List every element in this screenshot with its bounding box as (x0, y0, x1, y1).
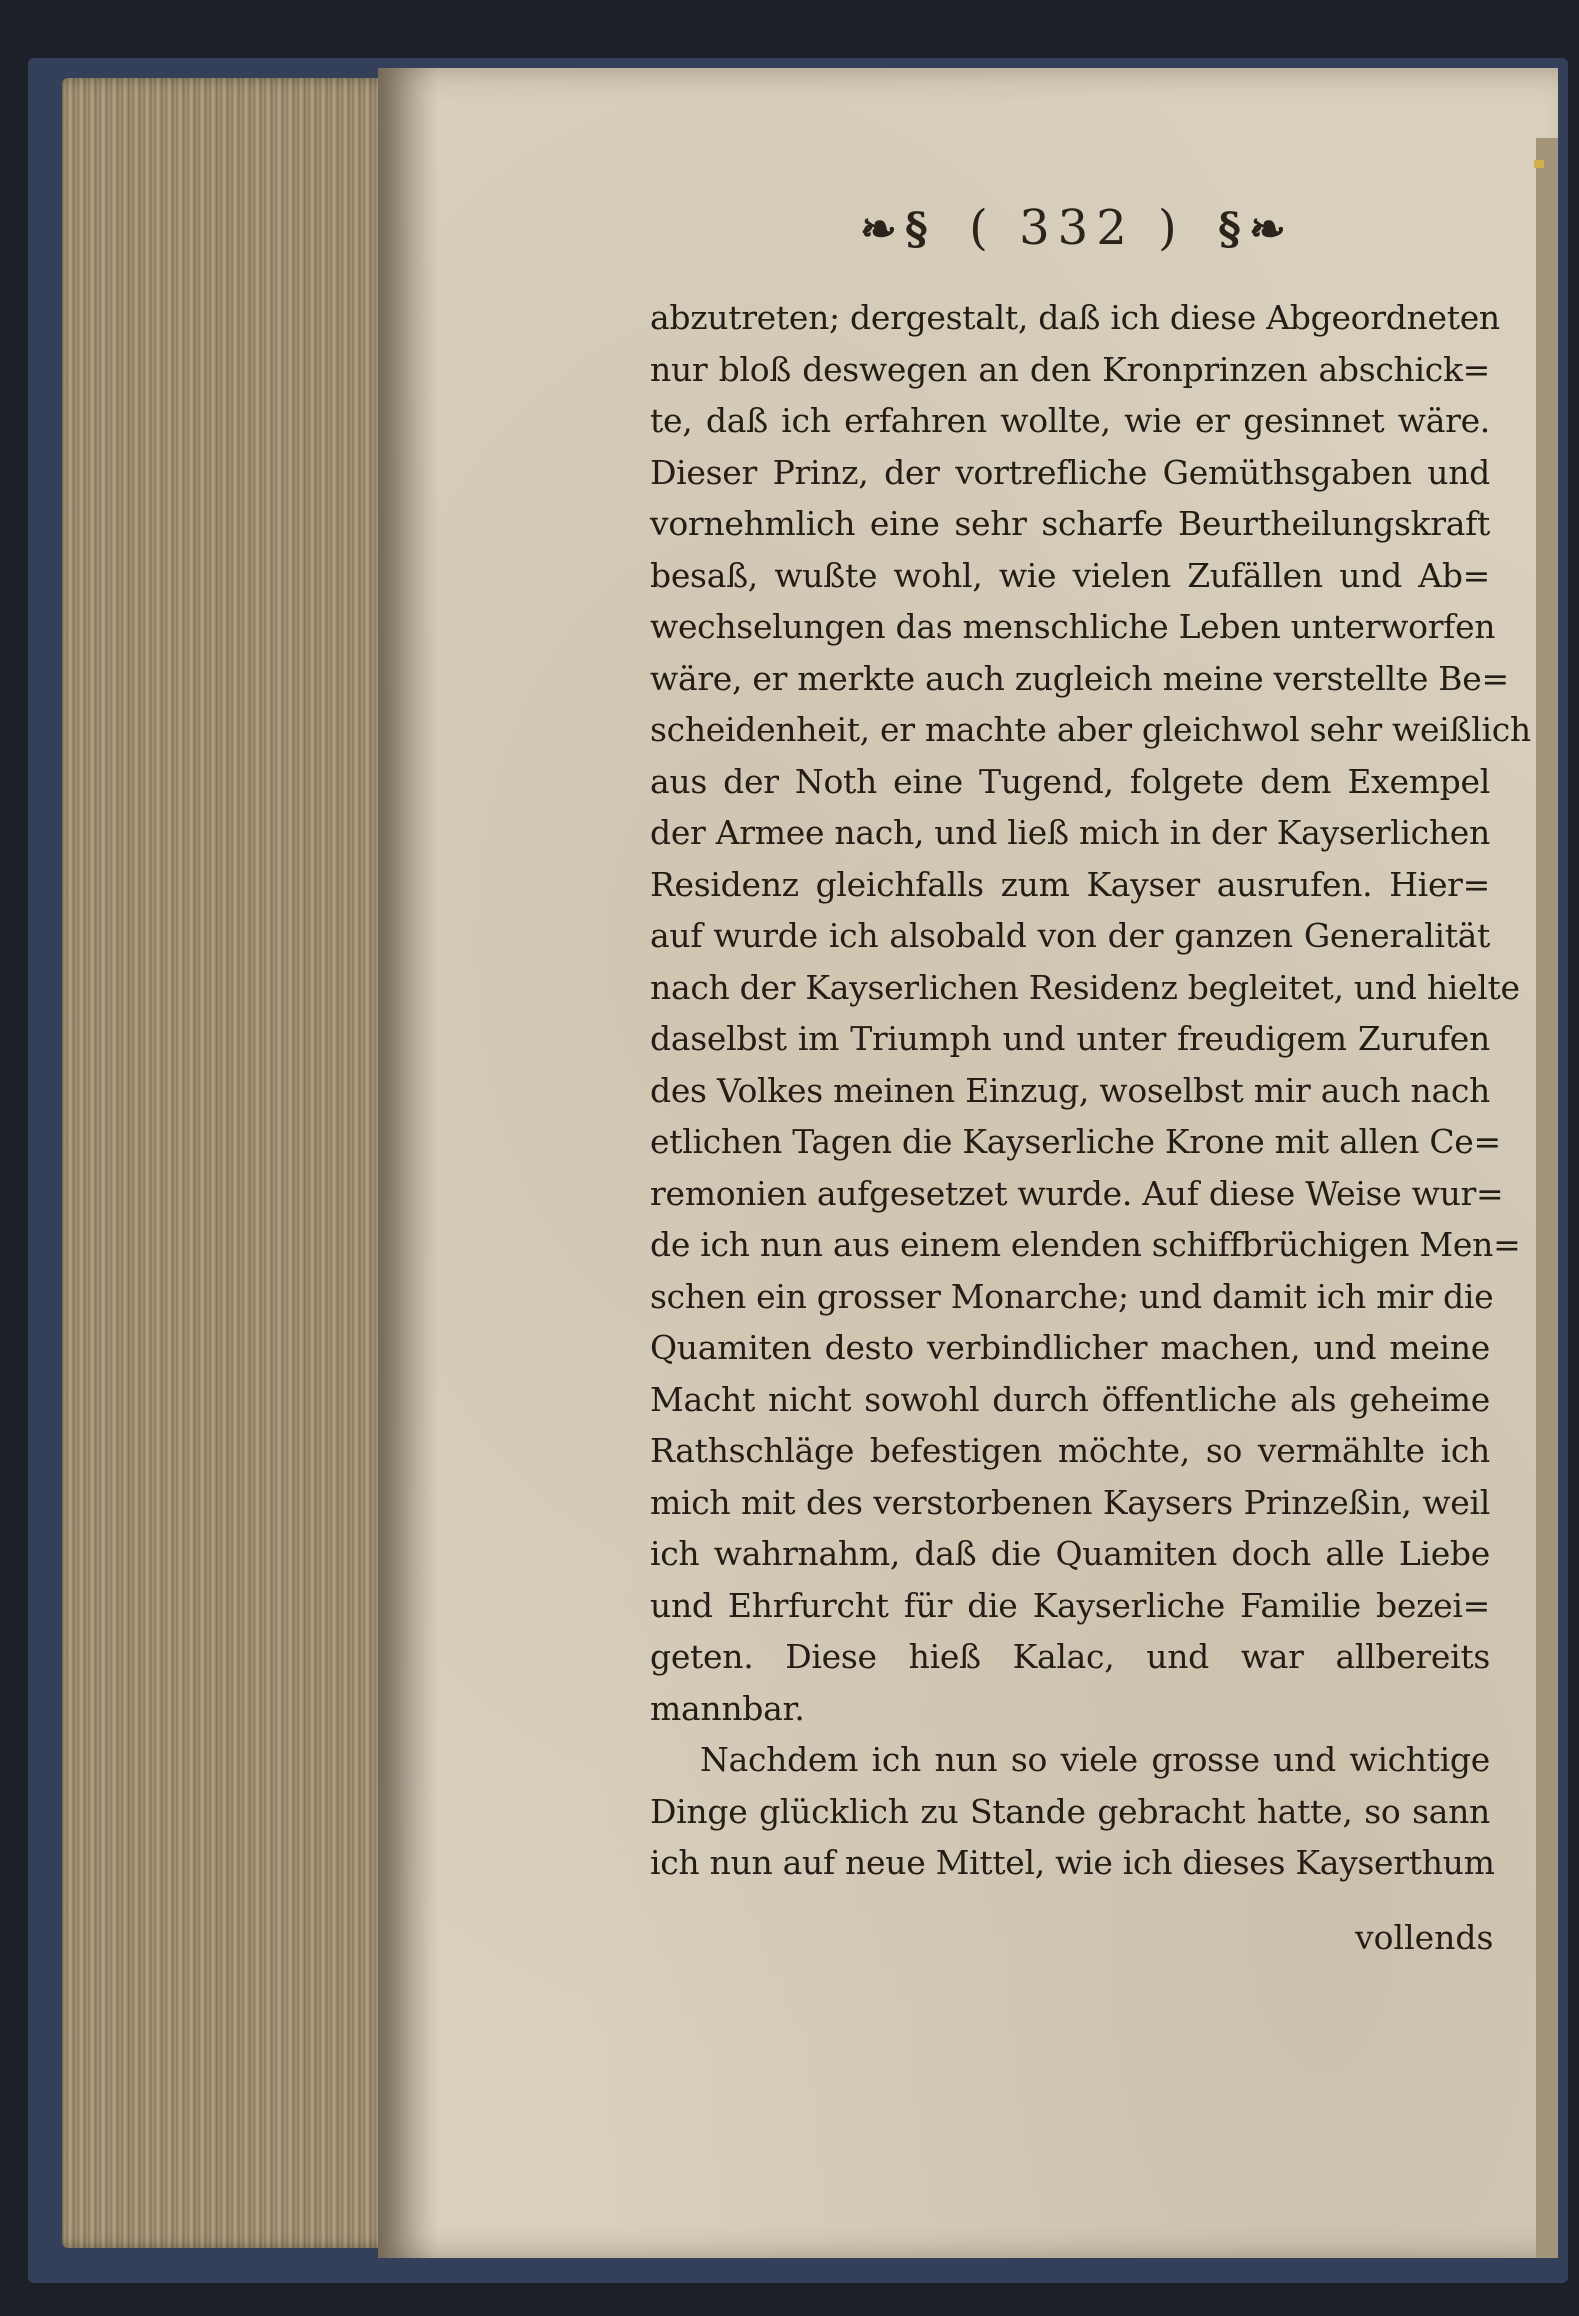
text-line: vornehmlich eine sehr scharfe Beurtheilungskraft (650, 504, 1490, 543)
text-line: schen ein grosser Monarche; und damit ich mir die (650, 1276, 1494, 1316)
text-line: abzutreten; dergestalt, daß ich diese Abgeordneten (650, 298, 1500, 337)
page-right-edge (1536, 138, 1558, 2258)
text-line: geten. Diese hieß Kalac, und war allbereits (650, 1637, 1490, 1676)
text-line: der Armee nach, und ließ mich in der Kayserlichen (650, 813, 1490, 852)
body-text (650, 292, 1531, 1889)
text-line: nach der Kayserlichen Residenz begleitet, und hielte (650, 967, 1520, 1007)
text-line: nur bloß deswegen an den Kronprinzen abschick= (650, 349, 1490, 389)
text-line: Rathschläge befestigen möchte, so vermählte ich (650, 1431, 1490, 1470)
text-line: Quamiten desto verbindlicher machen, und meine (650, 1328, 1490, 1367)
text-line: Dieser Prinz, der vortrefliche Gemüthsgaben und (650, 452, 1490, 492)
spine-shadow (378, 68, 438, 2258)
catchword: vollends (1355, 1918, 1494, 1957)
text-line: aus der Noth eine Tugend, folgete dem Exempel (650, 761, 1490, 801)
text-line: de ich nun aus einem elenden schiffbrüchigen Men= (650, 1225, 1521, 1264)
text-line: remonien aufgesetzet wurde. Auf diese Weise wur= (650, 1173, 1504, 1213)
paragraph-start-line: Nachdem ich nun so viele grosse und wichtige (700, 1740, 1490, 1779)
page-edges (62, 78, 392, 2248)
header-ornament-right-icon: §❧ (1218, 204, 1294, 255)
text-line: mannbar. (650, 1688, 805, 1728)
page-number: ( 332 ) (969, 200, 1185, 256)
text-line: mich mit des verstorbenen Kaysers Prinzeßin, weil (650, 1482, 1490, 1522)
text-line: Macht nicht sowohl durch öffentliche als geheime (650, 1379, 1490, 1419)
text-line: besaß, wußte wohl, wie vielen Zufällen und Ab= (650, 555, 1490, 595)
text-line: und Ehrfurcht für die Kayserliche Familie bezei= (650, 1585, 1490, 1625)
gold-marker (1534, 160, 1544, 168)
page-header (860, 200, 1360, 280)
header-ornament-left-icon: ❧§ (860, 204, 936, 255)
text-line: Dinge glücklich zu Stande gebracht hatte, so sann (650, 1791, 1490, 1831)
text-line: etlichen Tagen die Kayserliche Krone mit allen Ce= (650, 1122, 1501, 1161)
text-line: scheidenheit, er machte aber gleichwol sehr weißlich (650, 710, 1531, 749)
text-line: daselbst im Triumph und unter freudigem Zurufen (650, 1019, 1490, 1058)
text-line: Residenz gleichfalls zum Kayser ausrufen. Hier= (650, 864, 1490, 904)
text-line: ich wahrnahm, daß die Quamiten doch alle Liebe (650, 1534, 1490, 1573)
text-line: te, daß ich erfahren wollte, wie er gesinnet wäre. (650, 401, 1490, 440)
text-line: wäre, er merkte auch zugleich meine verstellte Be= (650, 658, 1509, 698)
text-line: wechselungen das menschliche Leben unterworfen (650, 607, 1496, 646)
text-line: ich nun auf neue Mittel, wie ich dieses Kayserthum (650, 1843, 1495, 1882)
text-line: auf wurde ich alsobald von der ganzen Generalität (650, 916, 1490, 955)
text-line: des Volkes meinen Einzug, woselbst mir auch nach (650, 1070, 1490, 1110)
